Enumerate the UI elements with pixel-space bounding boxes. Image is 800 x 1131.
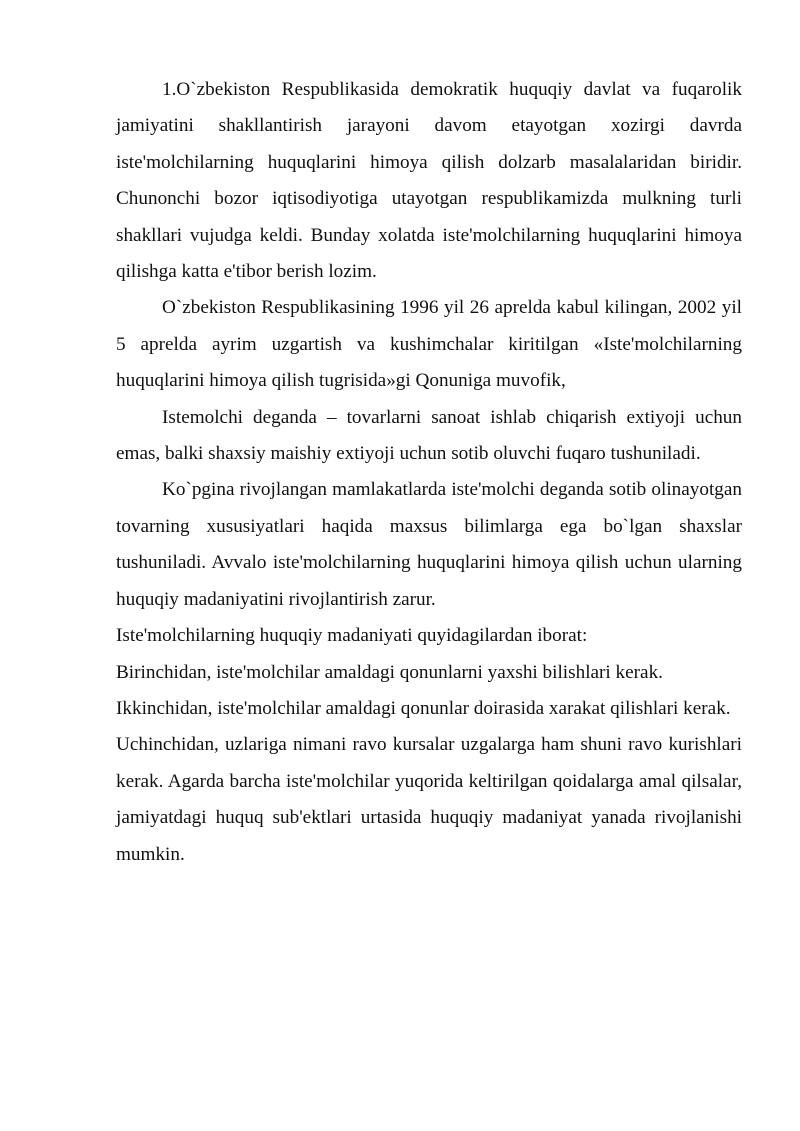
paragraph-third-point: Uchinchidan, uzlariga nimani ravo kursalar uzgalarga ham shuni ravo kurishlari kerak. Agarda barcha iste'molchilar yuqorida keltirilgan qoidalarga amal qilsalar, jamiyatdagi huquq sub'ektlari urtasida huquqiy madaniyat yanada rivojlanishi mumkin. [116,734,742,865]
paragraph-law-reference: O`zbekiston Respublikasining 1996 yil 26 aprelda kabul kilingan, 2002 yil 5 aprelda ayrim uzgartish va kushimchalar kiritilgan «Iste'molchilarning huquqlarini himoya qilish tugrisida»gi Qonuniga muvofik, [116,297,742,392]
paragraph-intro: 1.O`zbekiston Respublikasida demokratik huquqiy davlat va fuqarolik jamiyatini shakllantirish jarayoni davom etayotgan xozirgi davrda iste'molchilarning huquqlarini himoya qilish dolzarb masalalaridan biridir. Chunonchi bozor iqtisodiyotiga utayotgan respublikamizda mulkning turli shakllari vujudga keldi. Bunday xolatda iste'molchilarning huquqlarini himoya qilishga katta e'tibor berish lozim. [116,79,742,283]
paragraph-legal-culture-heading: Iste'molchilarning huquqiy madaniyati quyidagilardan iborat: [116,625,588,647]
document-page [116,72,742,873]
paragraph-second-point: Ikkinchidan, iste'molchilar amaldagi qonunlar doirasida xarakat qilishlari kerak. [116,697,731,719]
paragraph-first-point: Birinchidan, iste'molchilar amaldagi qonunlarni yaxshi bilishlari kerak. [116,661,663,683]
paragraph-consumer-definition: Istemolchi deganda – tovarlarni sanoat ishlab chiqarish extiyoji uchun emas, balki shaxsiy maishiy extiyoji uchun sotib oluvchi fuqaro tushuniladi. [116,406,742,465]
paragraph-developed-countries: Ko`pgina rivojlangan mamlakatlarda iste'molchi deganda sotib olinayotgan tovarning xususiyatlari haqida maxsus bilimlarga ega bo`lgan shaxslar tushuniladi. Avvalo iste'molchilarning huquqlarini himoya qilish uchun ularning huquqiy madaniyatini rivojlantirish zarur. [116,479,742,610]
